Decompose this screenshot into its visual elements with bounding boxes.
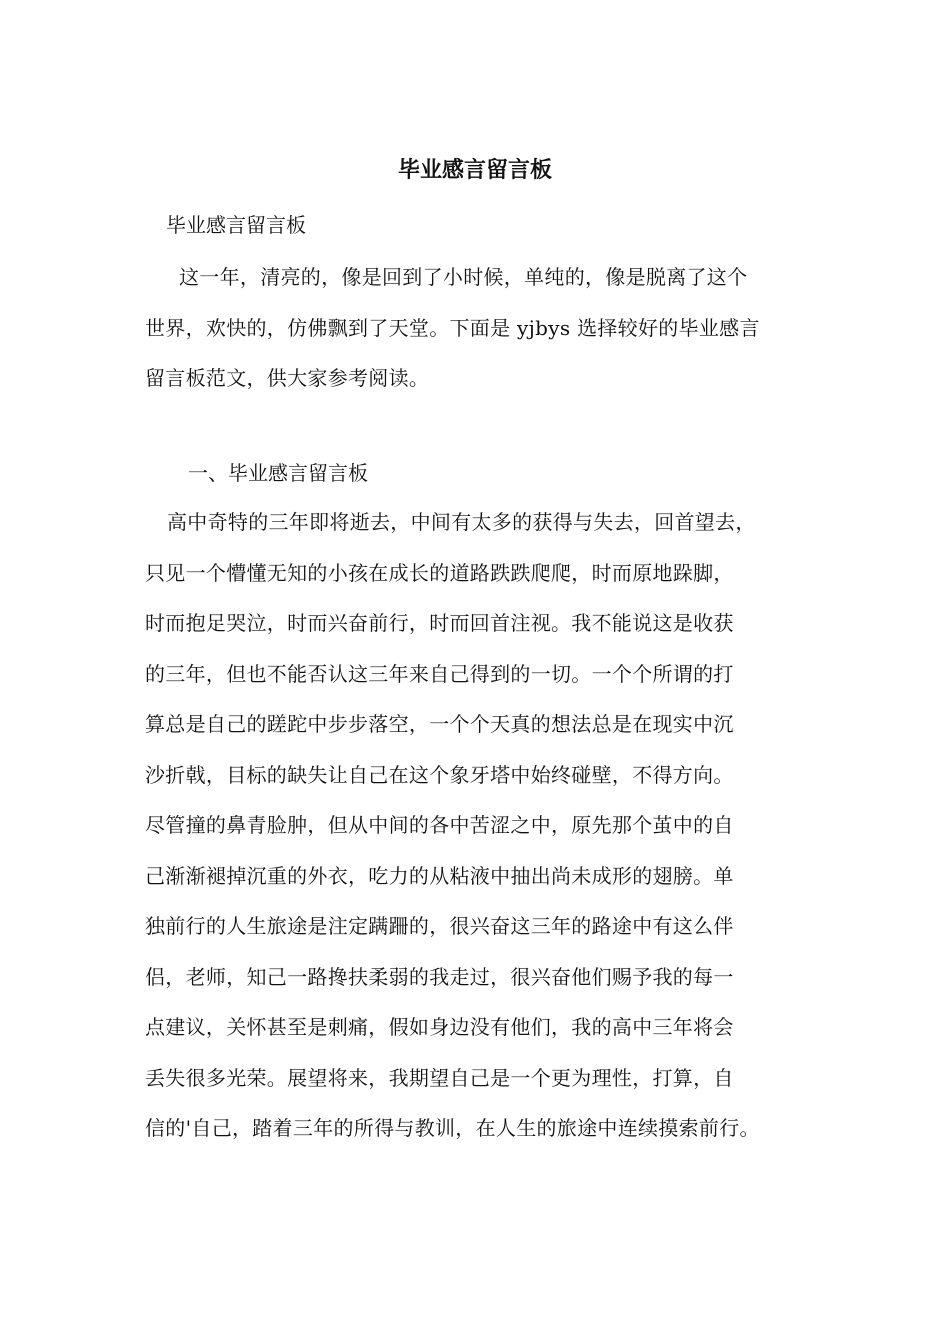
body-line: 尽管撞的鼻青脸肿，但从中间的各中苦涩之中，原先那个茧中的自 bbox=[145, 813, 734, 837]
body-line: 时而抱足哭泣，时而兴奋前行，时而回首注视。我不能说这是收获 bbox=[145, 611, 734, 635]
document-subtitle: 毕业感言留言板 bbox=[166, 213, 306, 237]
body-line: 高中奇特的三年即将逝去，中间有太多的获得与失去，回首望去， bbox=[167, 510, 756, 534]
body-line: 算总是自己的蹉跎中步步落空，一个个天真的想法总是在现实中沉 bbox=[145, 712, 734, 736]
intro-line: 留言板范文，供大家参考阅读。 bbox=[145, 366, 430, 390]
intro-paragraph bbox=[145, 252, 825, 404]
body-line: 信的'自己，踏着三年的所得与教训，在人生的旅途中连续摸索前行。 bbox=[145, 1116, 760, 1140]
body-line: 侣，老师，知己一路搀扶柔弱的我走过，很兴奋他们赐予我的每一 bbox=[145, 964, 734, 989]
body-line: 的三年，但也不能否认这三年来自己得到的一切。一个个所谓的打 bbox=[145, 661, 734, 686]
body-paragraph bbox=[145, 497, 825, 1154]
body-line: 沙折戟，目标的缺失让自己在这个象牙塔中始终碰壁，不得方向。 bbox=[145, 762, 734, 787]
body-line: 只见一个懵懂无知的小孩在成长的道路跌跌爬爬，时而原地跺脚， bbox=[145, 560, 734, 585]
body-line: 独前行的人生旅途是注定蹒跚的，很兴奋这三年的路途中有这么伴 bbox=[145, 914, 734, 938]
body-line: 丢失很多光荣。展望将来，我期望自己是一个更为理性，打算，自 bbox=[145, 1065, 734, 1090]
intro-line: 这一年，清亮的，像是回到了小时候，单纯的，像是脱离了这个 bbox=[179, 265, 748, 289]
page-title: 毕业感言留言板 bbox=[397, 157, 552, 183]
body-line: 点建议，关怀甚至是刺痛，假如身边没有他们，我的高中三年将会 bbox=[145, 1015, 734, 1039]
body-line: 己渐渐褪掉沉重的外衣，吃力的从粘液中抽出尚未成形的翅膀。单 bbox=[145, 863, 734, 888]
intro-line: 世界，欢快的，仿佛飘到了天堂。下面是 yjbys 选择较好的毕业感言 bbox=[145, 315, 760, 340]
section-heading: 一、毕业感言留言板 bbox=[188, 461, 368, 485]
